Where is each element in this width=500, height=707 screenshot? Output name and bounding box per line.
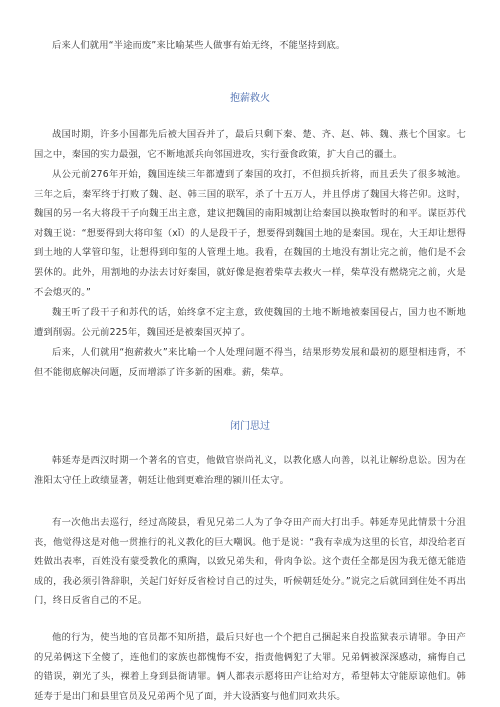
section-heading-bi-men-si-guo: 闭门思过 — [230, 421, 270, 432]
paragraph-intro: 后来人们就用“半途而废”来比喻某些人做事有始无终，不能坚持到底。 — [52, 40, 346, 51]
paragraph-warring-states: 战国时期，许多小国都先后被大国吞并了，最后只剩下秦、楚、齐、赵、韩、魏、燕七个国家。七国之中，秦国的实力最强，它不断地派兵向邻国进攻，实行蚕食政策，扩大自己的疆土。 — [34, 129, 466, 160]
paragraph-reconciliation: 他的行为，使当地的官员都不知所措，最后只好也一个个把自己捆起来自投监狱表示请罪。争田产的兄弟俩这下全傻了，连他们的家族也都愧悔不安，指责他俩犯了大罪。兄弟俩被深深感动，痛悔自己的错误，剃光了头，裸着上身到县衙请罪。俩人都表示愿将田产让给对方，希望韩太守能原谅他们。韩延寿于是出门和县里官员及兄弟两个见了面，并大设酒宴与他们同欢共乐。 — [34, 632, 466, 702]
paragraph-wei-fall: 魏王听了段干子和苏代的话，始终拿不定主意，致使魏国的土地不断地被秦国侵占，国力也不断地遭到削弱。公元前225年，魏国还是被秦国灭掉了。 — [34, 307, 466, 338]
paragraph-han-yanshou: 韩延寿是西汉时期一个著名的官吏，他做官崇尚礼义，以教化感人向善，以礼让解纷息讼。因为在淮阳太守任上政绩显著，朝廷让他到更难治理的颍川任太守。 — [34, 455, 466, 486]
paragraph-idiom-meaning: 后来，人们就用“抱薪救火”来比喻一个人处理问题不得当，结果形势发展和最初的愿望相违背，不但不能彻底解决问题，反而增添了许多新的困难。薪，柴草。 — [34, 347, 466, 378]
paragraph-inspection: 有一次他出去巡行，经过高陵县，看见兄弟二人为了争夺田产而大打出手。韩延寿见此情景十分沮丧，他觉得这是对他一贯推行的礼义教化的巨大嘲讽。他于是说：“我有幸成为这里的长官，却没给老百姓做出表率，百姓没有蒙受教化的熏陶，以致兄弟失和，骨肉争讼。这个责任全都是因为我无德无能造成的，我必须引咎辞职，关起门好好反省检讨自己的过失，听候朝廷处分。”说完之后就回到住处不再出门，终日反省自己的不足。 — [34, 517, 466, 607]
section-heading-bao-xin-jiu-huo: 抱薪救火 — [230, 93, 270, 104]
paragraph-wei-state: 从公元前276年开始，魏国连续三年都遭到了秦国的攻打，不但损兵折将，而且丢失了很多城池。三年之后，秦军终于打败了魏、赵、韩三国的联军，杀了十五万人，并且俘虏了魏国大将芒卯。这时，魏国的另一名大将段干子向魏王出主意，建议把魏国的南阳城割让给秦国以换取暂时的和平。谋臣苏代对魏王说：“想要得到大将印玺（xǐ）的人是段干子，想要得到魏国土地的是秦国。现在，大王却让想得到土地的人掌管印玺，让想得到印玺的人管理土地。我看，在魏国的土地没有割让完之前，他们是不会罢休的。此外，用割地的办法去讨好秦国，就好像是抱着柴草去救火一样，柴草没有燃烧完之前，火是不会熄灭的。” — [34, 169, 466, 298]
